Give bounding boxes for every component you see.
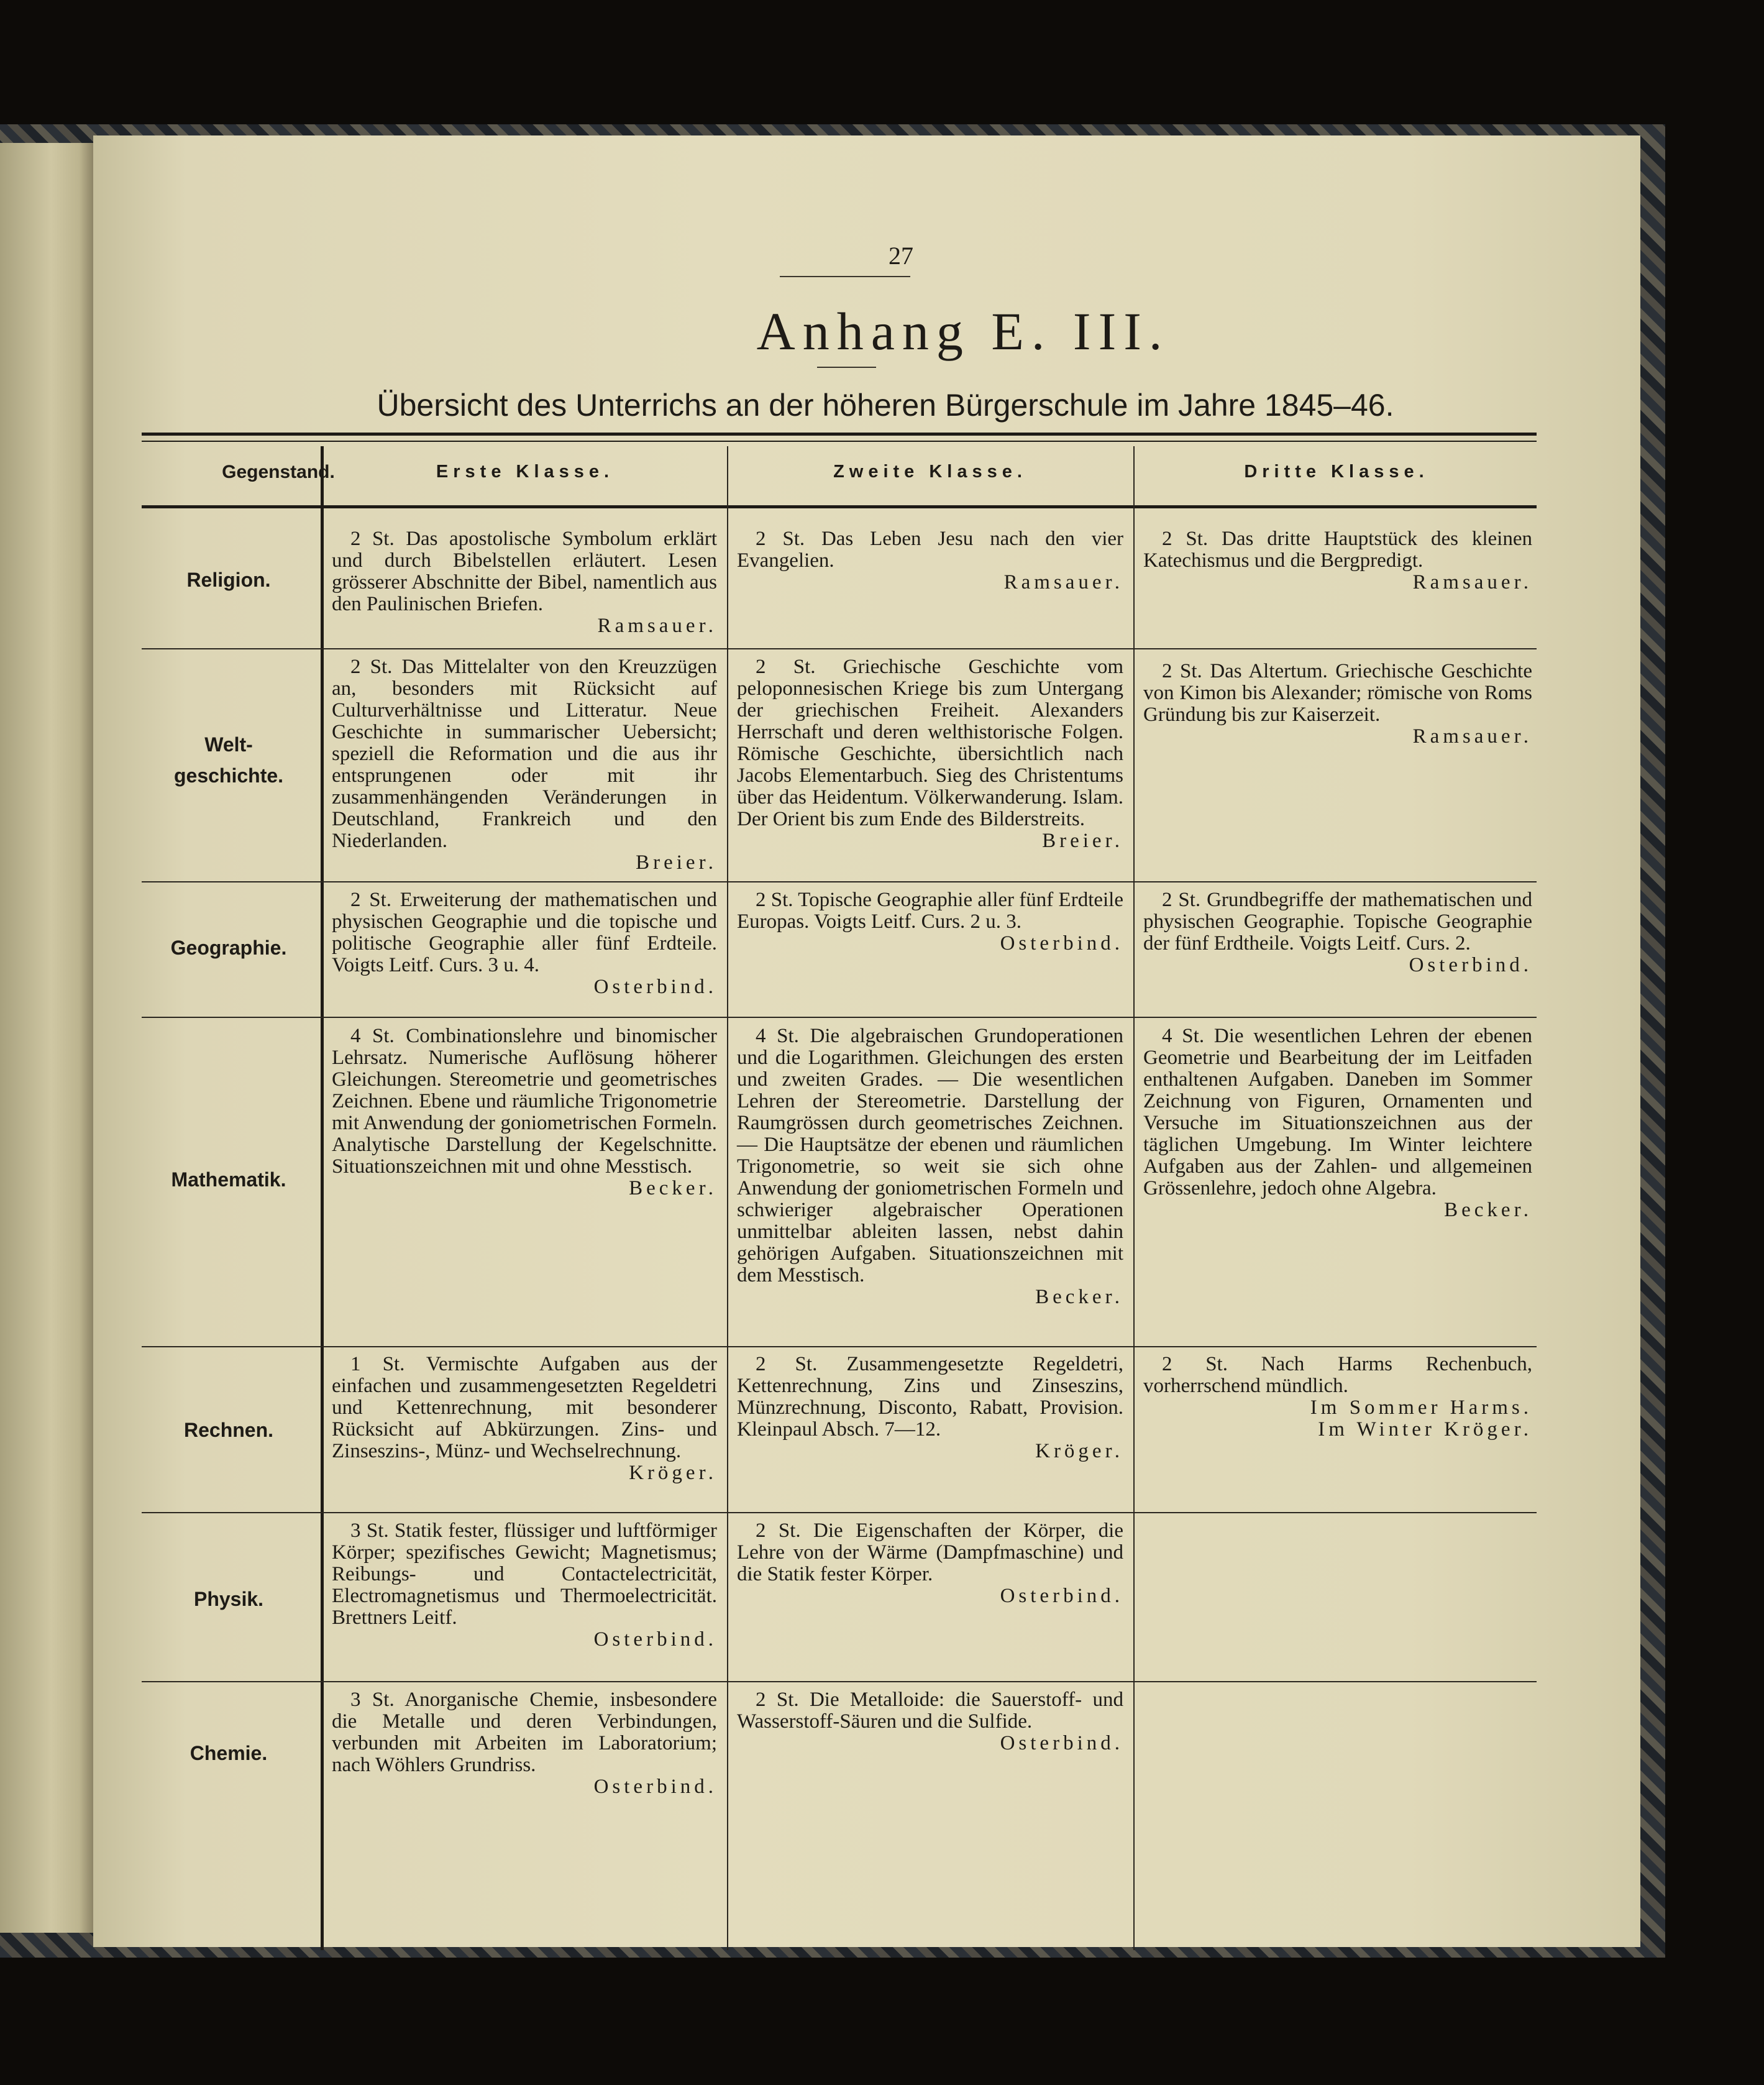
cell-text: 2 St. Griechische Geschichte vom peloponnesischen Kriege bis zum Untergang der griechischen Freiheit. Alexanders Herrschaft und deren welthistorische Folgen. Römische Geschichte, übersichtlich nach Jacobs Elementarbuch. Sieg des Christentums über das Heidentum. Völkerwanderung. Islam. Der Orient bis zum Ende des Bilderstreits. (737, 656, 1123, 830)
cell-chemie-class1 (332, 1689, 717, 1798)
row-separator (142, 881, 1537, 882)
cell-text: 2 St. Das apostolische Symbolum erklärt und durch Bibelstellen erläutert. Lesen grösserer Abschnitte der Bibel, namentlich aus den Paulinischen Briefen. (332, 528, 717, 615)
cell-text: 1 St. Vermischte Aufgaben aus der einfachen und zusammengesetzten Regeldetri und Kettenrechnung, mit besonderer Rücksicht auf Abkürzungen. Zins- und Zinseszins-, Münz- und Wechselrechnung. (332, 1353, 717, 1462)
teacher-name: Ramsauer. (1003, 571, 1123, 593)
appendix-title: Anhang E. III. (756, 301, 1170, 361)
teacher-name: Osterbind. (1000, 932, 1123, 955)
cell-rechnen-class1 (332, 1354, 717, 1484)
cell-weltgeschichte-class3 (1143, 661, 1532, 748)
row-separator (142, 1681, 1537, 1682)
table-top-rule-thin (142, 441, 1537, 442)
row-separator (142, 1017, 1537, 1018)
left-page-edge (0, 143, 93, 1933)
cell-text: 2 St. Das Altertum. Griechische Geschichte von Kimon bis Alexander; römische von Roms Gründung bis zur Kaiserzeit. (1143, 660, 1532, 726)
cell-text: 2 St. Topische Geographie aller fünf Erdteile Europas. Voigts Leitf. Curs. 2 u. 3. (737, 889, 1123, 933)
subject-physik: Physik. (193, 1588, 264, 1610)
cell-text: 2 St. Das Leben Jesu nach den vier Evangelien. (737, 528, 1123, 572)
cell-text: 2 St. Grundbegriffe der mathematischen und physischen Geographie. Topische Geographie der fünf Erdtheile. Voigts Leitf. Curs. 2. (1143, 889, 1532, 955)
cell-text: 4 St. Die algebraischen Grundoperationen und die Logarithmen. Gleichungen des ersten und zweiten Grades. — Die wesentlichen Lehren der Stereometrie. Darstellung der Raumgrössen durch geometrisches Zeichnen. — Die Hauptsätze der ebenen und räumlichen Trigonometrie, so weit sie sich ohne Anwendung der goniometrischen Formeln und schwieriger algebraischer Operationen unmittelbar ableiten lassen, nebst dahin gehörigen Aufgaben. Situationszeichnen mit dem Messtisch. (737, 1025, 1123, 1286)
page-number: 27 (889, 242, 913, 270)
cell-rechnen-class2 (737, 1354, 1123, 1462)
subject-chemie: Chemie. (190, 1742, 268, 1764)
column-header-class3: Dritte Klasse. (1244, 462, 1429, 482)
cell-text: 3 St. Statik fester, flüssiger und luftförmiger Körper; spezifisches Gewicht; Magnetismus; Reibungs- und Contactelectricität, Electromagnetismus und Thermoelectricität. Brettners Leitf. (332, 1519, 717, 1629)
document-page (93, 135, 1640, 1947)
teacher-name: Becker. (629, 1177, 717, 1199)
document-subtitle: Übersicht des Unterrichs an der höheren Bürgerschule im Jahre 1845–46. (377, 388, 1394, 423)
teacher-name: Ramsauer. (597, 615, 717, 637)
cell-text: 2 St. Die Eigenschaften der Körper, die Lehre von der Wärme (Dampfmaschine) und die Statik fester Körper. (737, 1519, 1123, 1585)
cell-text: 3 St. Anorganische Chemie, insbesondere die Metalle und deren Verbindungen, verbunden mit Arbeiten im Laboratorium; nach Wöhlers Grundriss. (332, 1689, 717, 1776)
cell-religion-class2 (737, 528, 1123, 593)
cell-weltgeschichte-class1 (332, 656, 717, 874)
teacher-name: Becker. (1035, 1286, 1123, 1308)
column-divider-class2 (1133, 446, 1135, 1950)
teacher-name: Becker. (1444, 1199, 1532, 1221)
cell-text: 4 St. Combinationslehre und binomischer Lehrsatz. Numerische Auflösung höherer Gleichungen. Stereometrie und geometrisches Zeichnen. Ebene und räumliche Trigonometrie mit Anwendung der goniometrischen Formeln. Analytische Darstellung der Kegelschnitte. Situationszeichnen mit und ohne Messtisch. (332, 1025, 717, 1178)
teacher-name: Osterbind. (1000, 1585, 1123, 1607)
title-rule (817, 367, 876, 368)
cell-text: 2 St. Nach Harms Rechenbuch, vorherrschend mündlich. (1143, 1353, 1532, 1397)
cell-mathematik-class3 (1143, 1025, 1532, 1221)
cell-text: 2 St. Das Mittelalter von den Kreuzzügen an, besonders mit Rücksicht auf Culturverhältnisse und Litteratur. Neue Geschichte in summarischer Uebersicht; speziell die Reformation und die aus ihr entsprungenen oder mit ihr zusammenhängenden Veränderungen in Deutschland, Frankreich und den Niederlanden. (332, 656, 717, 852)
page-number-rule (780, 276, 910, 277)
cell-geographie-class1 (332, 889, 717, 998)
cell-geographie-class3 (1143, 889, 1532, 976)
column-header-class1: Erste Klasse. (436, 462, 615, 482)
column-divider-class1 (727, 446, 728, 1950)
row-separator (142, 1346, 1537, 1347)
cell-geographie-class2 (737, 889, 1123, 955)
table-top-rule (142, 433, 1537, 436)
teacher-name: Osterbind. (593, 1776, 717, 1798)
cell-text: 2 St. Das dritte Hauptstück des kleinen Katechismus und die Bergpredigt. (1143, 528, 1532, 572)
row-separator (142, 648, 1537, 649)
cell-text: 2 St. Erweiterung der mathematischen und physischen Geographie und die topische und politische Geographie aller fünf Erdteile. Voigts Leitf. Curs. 3 u. 4. (332, 889, 717, 976)
teacher-line-winter: Im Winter Kröger. (1318, 1418, 1532, 1441)
cell-chemie-class2 (737, 1689, 1123, 1754)
teacher-name: Breier. (1042, 830, 1123, 852)
teacher-name: Kröger. (629, 1462, 717, 1484)
teacher-name: Breier. (636, 851, 717, 874)
teacher-name: Ramsauer. (1412, 571, 1532, 593)
row-separator (142, 1512, 1537, 1513)
teacher-line-summer: Im Sommer Harms. (1310, 1396, 1532, 1419)
cell-text: 4 St. Die wesentlichen Lehren der ebenen Geometrie und Bearbeitung der im Leitfaden enthaltenen Aufgaben. Daneben im Sommer Zeichnung von Figuren, Ornamenten und Versuche im Situationszeichnen aus der täglichen Umgebung. Im Winter leichtere Aufgaben aus der Zahlen- und allgemeinen Grössenlehre, jedoch ohne Algebra. (1143, 1025, 1532, 1199)
cell-mathematik-class2 (737, 1025, 1123, 1308)
cell-physik-class2 (737, 1520, 1123, 1607)
cell-text: 2 St. Zusammengesetzte Regeldetri, Kettenrechnung, Zins und Zinseszins, Münzrechnung, Disconto, Rabatt, Provision. Kleinpaul Absch. 7—12. (737, 1353, 1123, 1441)
cell-religion-class1 (332, 528, 717, 637)
subject-geographie: Geographie. (170, 937, 287, 959)
teacher-name: Osterbind. (593, 1628, 717, 1651)
teacher-name: Osterbind. (1000, 1732, 1123, 1754)
teacher-name: Osterbind. (1409, 954, 1532, 976)
teacher-name: Osterbind. (593, 976, 717, 998)
column-divider-subject (321, 446, 324, 1950)
header-rule (142, 505, 1537, 508)
subject-weltgeschichte: Welt- geschichte. (173, 733, 284, 787)
cell-rechnen-class3 (1143, 1354, 1532, 1441)
cell-mathematik-class1 (332, 1025, 717, 1199)
column-header-subject: Gegenstand. (222, 462, 335, 482)
subject-religion: Religion. (186, 569, 271, 591)
teacher-name: Kröger. (1035, 1440, 1123, 1462)
teacher-name: Ramsauer. (1412, 725, 1532, 748)
subject-rechnen: Rechnen. (183, 1419, 274, 1441)
cell-religion-class3 (1143, 528, 1532, 593)
cell-weltgeschichte-class2 (737, 656, 1123, 852)
cell-text: 2 St. Die Metalloide: die Sauerstoff- und Wasserstoff-Säuren und die Sulfide. (737, 1689, 1123, 1733)
column-header-class2: Zweite Klasse. (833, 462, 1027, 482)
cell-physik-class1 (332, 1520, 717, 1651)
subject-mathematik: Mathematik. (171, 1168, 286, 1191)
